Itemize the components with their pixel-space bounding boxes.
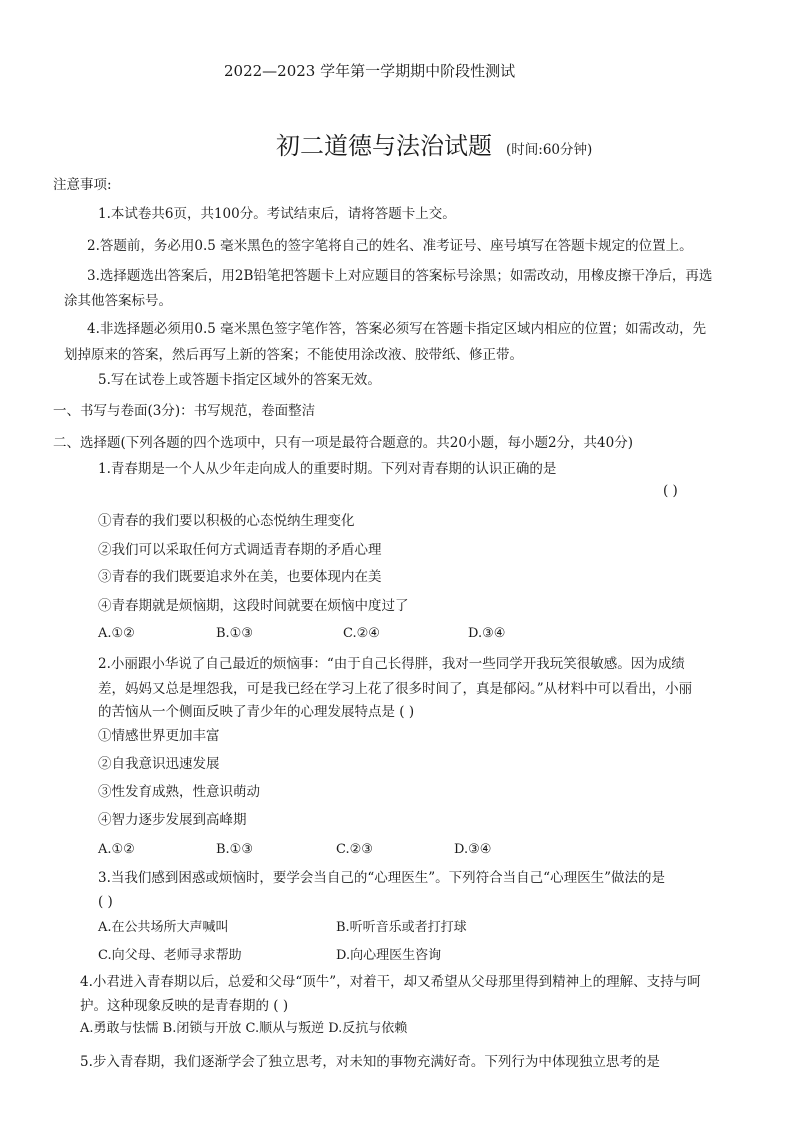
statement-item: ②自我意识迅速发展	[98, 756, 220, 772]
question-4-stem: 护。这种现象反映的是青春期的 ( )	[80, 998, 289, 1014]
answer-bracket: ( )	[663, 483, 678, 499]
option-c: C.②③	[336, 842, 373, 857]
option-d: D.向心理医生咨询	[336, 948, 442, 963]
notice-heading: 注意事项:	[53, 177, 112, 193]
option-d: D.③④	[454, 842, 492, 857]
section-2-heading: 二、选择题(下列各题的四个选项中，只有一项是最符合题意的。共20小题，每小题2分，共40分)	[53, 435, 633, 451]
option-b: B.听听音乐或者打打球	[336, 920, 467, 935]
question-4-stem: 4.小君进入青春期以后，总爱和父母“顶牛”，对着干，却又希望从父母那里得到精神上的理解、支持与呵	[80, 974, 701, 990]
statement-item: ①情感世界更加丰富	[98, 728, 220, 744]
notice-item: 1.本试卷共6页，共100分。考试结束后，请将答题卡上交。	[98, 206, 456, 222]
semester-heading: 2022—2023 学年第一学期期中阶段性测试	[224, 62, 516, 80]
option-c: C.向父母、老师寻求帮助	[98, 948, 242, 963]
notice-item: 涂其他答案标号。	[64, 293, 172, 309]
statement-item: ②我们可以采取任何方式调适青春期的矛盾心理	[98, 542, 382, 558]
question-1-stem: 1.青春期是一个人从少年走向成人的重要时期。下列对青春期的认识正确的是	[98, 461, 557, 477]
option-b: B.①③	[216, 626, 253, 641]
question-3-stem: 3.当我们感到困惑或烦恼时，要学会当自己的“心理医生”。下列符合当自己“心理医生”做法的是	[98, 870, 665, 886]
statement-item: ③青春的我们既要追求外在美，也要体现内在美	[98, 569, 382, 585]
statement-item: ①青春的我们要以积极的心态悦纳生理变化	[98, 513, 355, 529]
exam-time: (时间:60分钟)	[506, 142, 593, 158]
exam-title-text: 初二道德与法治试题	[276, 132, 492, 160]
question-2-stem: 2.小丽跟小华说了自己最近的烦恼事：“由于自己长得胖，我对一些同学开我玩笑很敏感。因为成绩	[98, 656, 685, 672]
option-a: A.①②	[98, 842, 135, 857]
statement-item: ④智力逐步发展到高峰期	[98, 812, 247, 828]
section-1-heading: 一、书写与卷面(3分)：书写规范，卷面整洁	[53, 403, 316, 419]
question-2-stem: 差，妈妈又总是埋怨我，可是我已经在学习上花了很多时间了，真是郁闷。”从材料中可以看出，小丽	[98, 681, 693, 697]
notice-item: 划掉原来的答案，然后再写上新的答案；不能使用涂改液、胶带纸、修正带。	[64, 347, 523, 363]
option-a: A.①②	[98, 626, 135, 641]
notice-item: 5.写在试卷上或答题卡指定区域外的答案无效。	[98, 372, 381, 388]
notice-item: 3.选择题选出答案后，用2B铅笔把答题卡上对应题目的答案标号涂黑；如需改动，用橡皮擦干净后，再选	[87, 268, 713, 284]
question-2-stem: 的苦恼从一个侧面反映了青少年的心理发展特点是 ( )	[98, 704, 415, 720]
option-d: D.③④	[468, 626, 506, 641]
option-b: B.①③	[216, 842, 253, 857]
statement-item: ④青春期就是烦恼期，这段时间就要在烦恼中度过了	[98, 598, 409, 614]
question-5-stem: 5.步入青春期，我们逐渐学会了独立思考，对未知的事物充满好奇。下列行为中体现独立思考的是	[80, 1054, 660, 1070]
statement-item: ③性发育成熟，性意识萌动	[98, 784, 260, 800]
notice-item: 2.答题前，务必用0.5 毫米黑色的签字笔将自己的姓名、准考证号、座号填写在答题卡规定的位置上。	[87, 238, 693, 254]
answer-bracket: ( )	[98, 894, 113, 910]
option-c: C.②④	[343, 626, 380, 641]
exam-title	[276, 131, 592, 165]
question-4-options: A.勇敢与怯懦 B.闭锁与开放 C.顺从与叛逆 D.反抗与依赖	[80, 1021, 408, 1036]
option-a: A.在公共场所大声喊叫	[98, 920, 229, 935]
notice-item: 4.非选择题必须用0.5 毫米黑色签字笔作答，答案必须写在答题卡指定区域内相应的位置；如需改动，先	[87, 321, 707, 337]
